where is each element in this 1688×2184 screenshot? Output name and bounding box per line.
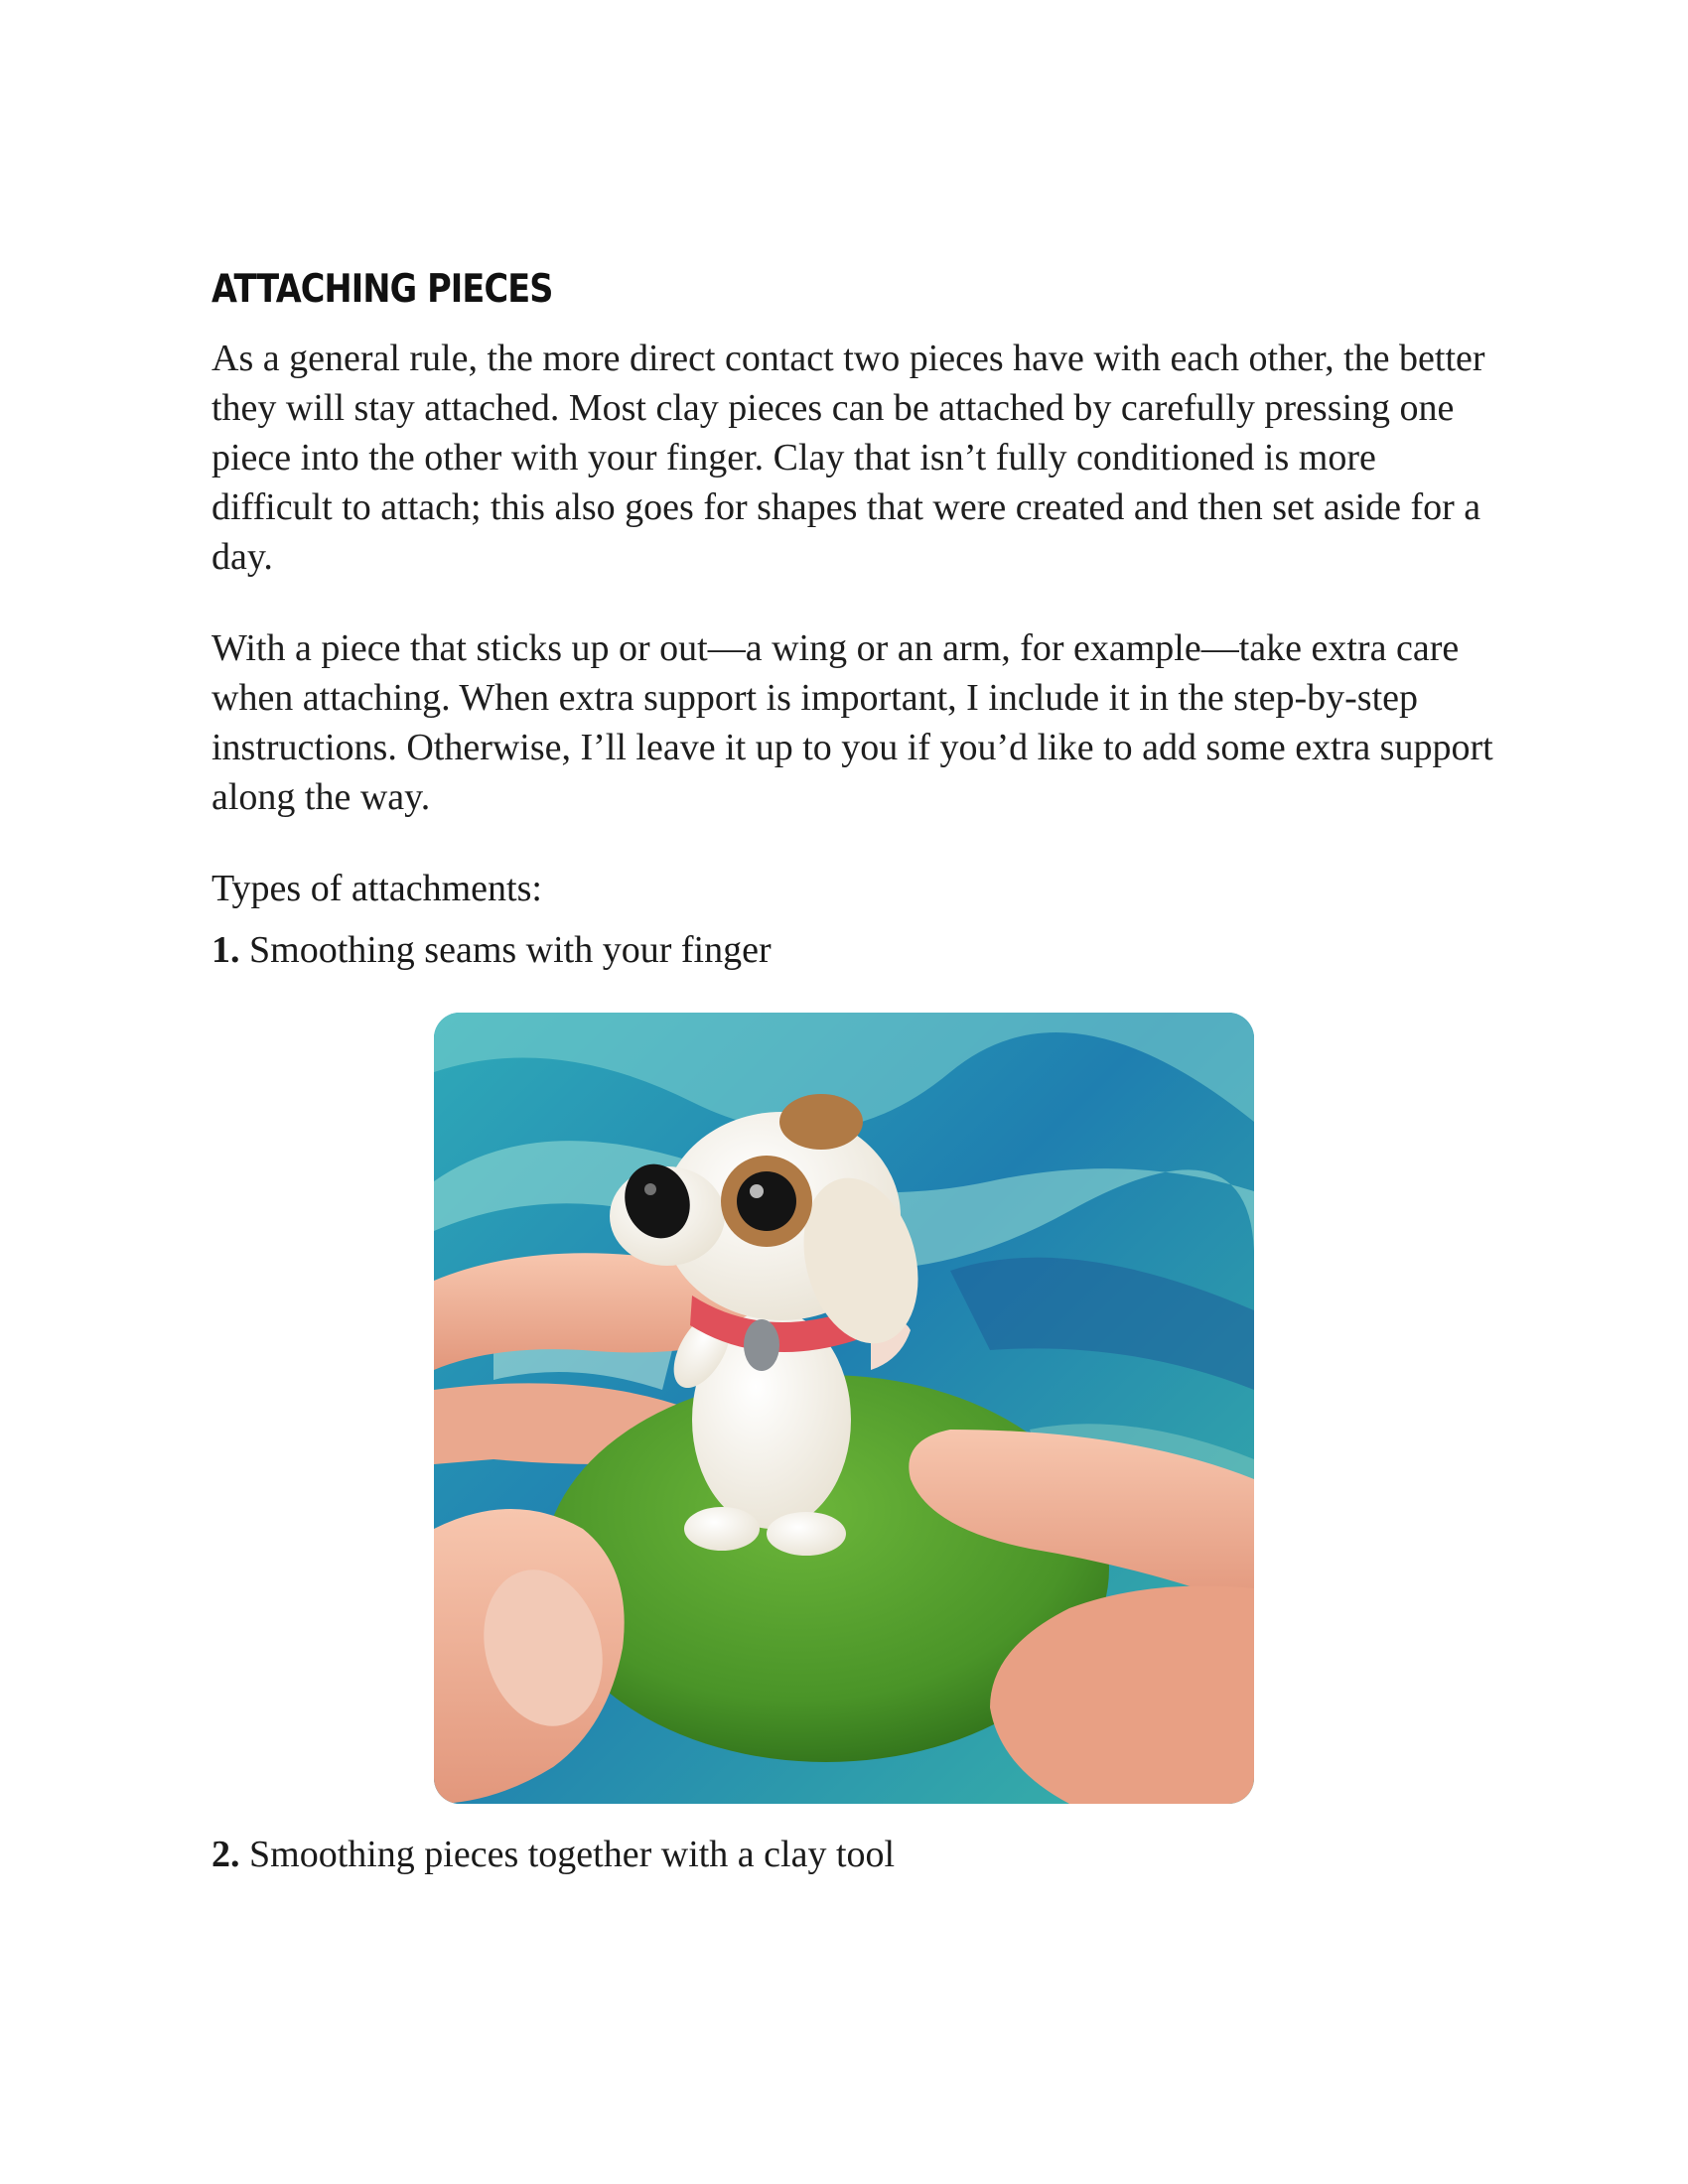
clay-dog-photo xyxy=(434,1013,1254,1804)
dog-nose-highlight xyxy=(644,1183,656,1195)
dog-eye xyxy=(737,1171,796,1231)
dog-front-paw xyxy=(684,1507,760,1551)
dog-eye-highlight xyxy=(750,1184,764,1198)
list-text: Smoothing pieces together with a clay tool xyxy=(249,1834,896,1875)
list-number: 2. xyxy=(211,1834,240,1875)
types-intro: Types of attachments: xyxy=(211,868,542,909)
dog-head-spot xyxy=(779,1094,863,1150)
list-number: 1. xyxy=(211,929,240,971)
paragraph-attaching-rule: As a general rule, the more direct contact two pieces have with each other, the better they will stay attached. Most clay pieces can be attached by carefully pressing one piece into the other with your finger. Clay that isn’t fully conditioned is more difficult to attach; this also goes for shapes that were created and then set aside for a day. xyxy=(211,338,1485,578)
list-text: Smoothing seams with your finger xyxy=(249,929,772,971)
list-item-smoothing-tool xyxy=(211,1830,895,1879)
section-heading: ATTACHING PIECES xyxy=(211,267,553,312)
dog-back-paw xyxy=(767,1512,846,1556)
paragraph-extra-support: With a piece that sticks up or out—a wing or an arm, for example—take extra care when attaching. When extra support is important, I include it in the step-by-step instructions. Otherwise, I’ll leave it up to you if you’d like to add some extra support along the way. xyxy=(211,627,1493,818)
list-item-smoothing-finger xyxy=(211,925,772,975)
clay-dog-illustration xyxy=(434,1013,1254,1804)
collar-tag xyxy=(744,1319,779,1371)
